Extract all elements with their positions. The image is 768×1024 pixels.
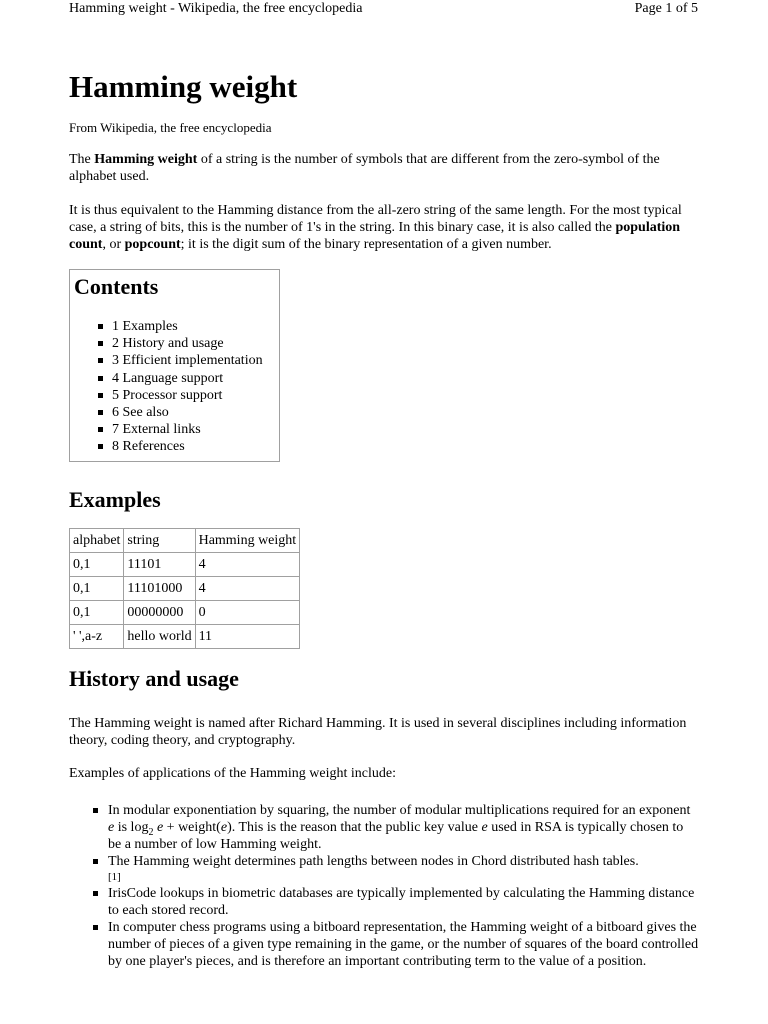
toc-item-language-support[interactable]: 4 Language support	[74, 370, 279, 387]
table-cell: 11101000	[124, 576, 195, 600]
bullet-icon	[98, 410, 103, 415]
bullet-icon	[98, 444, 103, 449]
toc-list	[74, 318, 279, 456]
list-item: IrisCode lookups in biometric databases are typically implemented by calculating the Hamming distance to each stored record.	[69, 885, 699, 919]
toc-title: Contents	[74, 274, 159, 299]
intro-paragraph-1: The Hamming weight of a string is the number of symbols that are different from the zero-symbol of the alphabet used.	[69, 152, 660, 184]
table-cell: 4	[195, 552, 300, 576]
toc-item-processor-support[interactable]: 5 Processor support	[74, 387, 279, 404]
print-header-title: Hamming weight - Wikipedia, the free encyclopedia	[69, 1, 363, 16]
article-body	[69, 68, 699, 970]
reference-link[interactable]: [1]	[108, 870, 121, 883]
section-heading-examples: Examples	[69, 486, 161, 512]
table-cell: 0	[195, 600, 300, 624]
page-title: Hamming weight	[69, 69, 298, 104]
column-header-hamming-weight: Hamming weight	[195, 528, 300, 552]
toc-item-examples[interactable]: 1 Examples	[74, 318, 279, 335]
applications-list	[69, 802, 699, 970]
history-paragraph-2: Examples of applications of the Hamming weight include:	[69, 765, 396, 781]
table-header-row	[70, 528, 300, 552]
column-header-alphabet: alphabet	[70, 528, 124, 552]
table-row	[70, 576, 300, 600]
table-cell: ' ',a-z	[70, 624, 124, 648]
list-item: In modular exponentiation by squaring, the number of modular multiplications required for an exponent e is $\log_2 e$ + weight(e). This is the reason that the public key value e used in RSA is typically chosen to be a number of low Hamming weight.	[69, 802, 699, 853]
bullet-icon	[98, 427, 103, 432]
bold-term-population-count: population count	[69, 220, 681, 252]
bullet-icon	[98, 324, 103, 329]
bold-term-hamming-weight: Hamming weight	[94, 152, 198, 167]
examples-table	[69, 528, 300, 649]
print-header-page-number: Page 1 of 5	[634, 1, 698, 16]
toc-item-references[interactable]: 8 References	[74, 438, 279, 455]
table-cell: 4	[195, 576, 300, 600]
bullet-icon	[98, 376, 103, 381]
bullet-icon	[93, 859, 98, 864]
bullet-icon	[93, 808, 98, 813]
bullet-icon	[98, 341, 103, 346]
table-cell: 11101	[124, 552, 195, 576]
bullet-icon	[93, 891, 98, 896]
column-header-string: string	[124, 528, 195, 552]
section-heading-history-and-usage: History and usage	[69, 665, 239, 691]
table-cell: 00000000	[124, 600, 195, 624]
page-subtitle: From Wikipedia, the free encyclopedia	[69, 120, 272, 135]
table-row	[70, 600, 300, 624]
list-item: The Hamming weight determines path lengths between nodes in Chord distributed hash tables. [1]	[69, 853, 699, 885]
bold-term-popcount: popcount	[124, 237, 181, 252]
intro-paragraph-2: It is thus equivalent to the Hamming distance from the all-zero string of the same length. For the most typical case, a string of bits, this is the number of 1's in the string. In this binary case, it is also called the population count, or popcount; it is the digit sum of the binary representation of a given number.	[69, 203, 682, 252]
table-cell: 11	[195, 624, 300, 648]
toc-item-see-also[interactable]: 6 See also	[74, 404, 279, 421]
table-row	[70, 552, 300, 576]
bullet-icon	[93, 925, 98, 930]
bullet-icon	[98, 393, 103, 398]
table-row	[70, 624, 300, 648]
table-cell: 0,1	[70, 576, 124, 600]
toc-item-external-links[interactable]: 7 External links	[74, 421, 279, 438]
toc-item-efficient-implementation[interactable]: 3 Efficient implementation	[74, 352, 279, 369]
table-of-contents	[69, 269, 280, 462]
table-cell: hello world	[124, 624, 195, 648]
table-cell: 0,1	[70, 552, 124, 576]
bullet-icon	[98, 358, 103, 363]
history-paragraph-1: The Hamming weight is named after Richard Hamming. It is used in several disciplines including information theory, coding theory, and cryptography.	[69, 715, 687, 748]
list-item: In computer chess programs using a bitboard representation, the Hamming weight of a bitboard gives the number of pieces of a given type remaining in the game, or the number of squares of the board controlled by one player's pieces, and is therefore an important contributing term to the value of a position.	[69, 919, 699, 970]
toc-item-history-and-usage[interactable]: 2 History and usage	[74, 335, 279, 352]
table-cell: 0,1	[70, 600, 124, 624]
